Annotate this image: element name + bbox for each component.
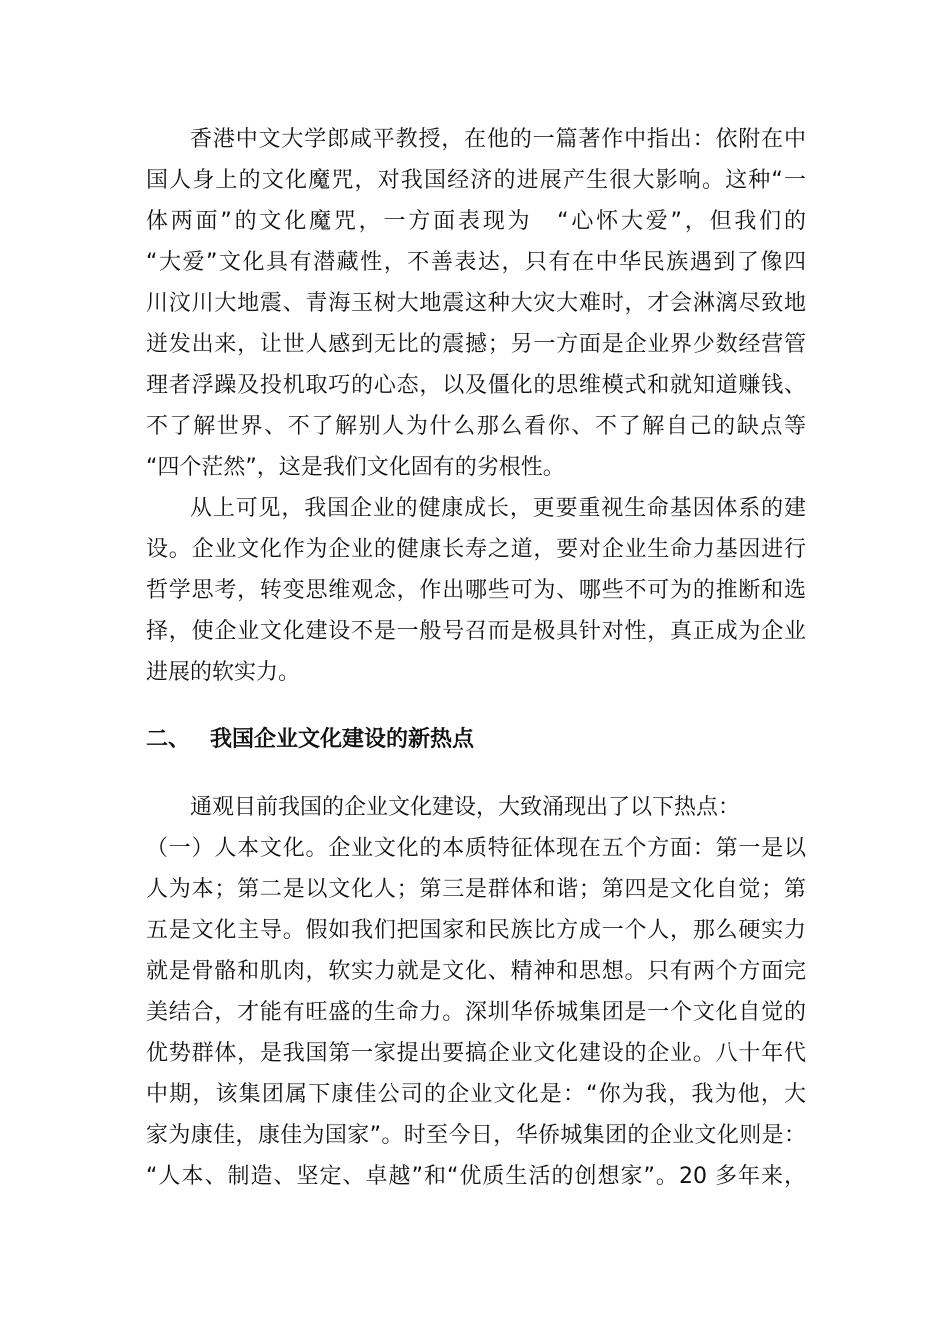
- paragraph-1-line-1: 香港中文大学郎咸平教授，在他的一篇著作中指出：依附在中: [190, 127, 806, 152]
- section-title: 我国企业文化建设的新热点: [210, 727, 475, 752]
- intro-line: 通观目前我国的企业文化建设，大致涌现出了以下热点：: [190, 795, 741, 820]
- paragraph-1-line-3: 体两面”的文化魔咒，一方面表现为 “心怀大爱”，但我们的: [146, 209, 806, 234]
- paragraph-3-line-2: 人为本；第二是以文化人；第三是群体和谐；第四是文化自觉；第: [146, 877, 806, 902]
- paragraph-1-line-7: 理者浮躁及投机取巧的心态，以及僵化的思维模式和就知道赚钱、: [146, 373, 806, 398]
- paragraph-1-line-8: 不了解世界、不了解别人为什么那么看你、不了解自己的缺点等: [146, 414, 806, 439]
- paragraph-2-line-1: 从上可见，我国企业的健康成长，更要重视生命基因体系的建: [190, 496, 806, 521]
- paragraph-2-line-4: 择，使企业文化建设不是一般号召而是极具针对性，真正成为企业: [146, 619, 806, 644]
- section-heading: [146, 725, 474, 755]
- paragraph-3-line-1: （一）人本文化。企业文化的本质特征体现在五个方面：第一是以: [146, 836, 806, 861]
- paragraph-2-line-3: 哲学思考，转变思维观念，作出哪些可为、哪些不可为的推断和选: [146, 578, 806, 603]
- paragraph-2-line-2: 设。企业文化作为企业的健康长寿之道，要对企业生命力基因进行: [146, 537, 806, 562]
- paragraph-3-line-5: 美结合，才能有旺盛的生命力。深圳华侨城集团是一个文化自觉的: [146, 1000, 806, 1025]
- paragraph-1-line-5: 川汶川大地震、青海玉树大地震这种大灾大难时，才会淋漓尽致地: [146, 291, 806, 316]
- paragraph-2-line-5: 进展的软实力。: [146, 660, 301, 685]
- section-number: 二、: [146, 727, 191, 752]
- paragraph-1-line-6: 迸发出来，让世人感到无比的震撼；另一方面是企业界少数经营管: [146, 332, 806, 357]
- paragraph-1-line-9: “四个茫然”，这是我们文化固有的劣根性。: [146, 455, 565, 480]
- paragraph-1-line-4: “大爱”文化具有潜藏性，不善表达，只有在中华民族遇到了像四: [146, 250, 806, 275]
- paragraph-3-line-8: 家为康佳，康佳为国家”。时至今日，华侨城集团的企业文化则是：: [146, 1123, 806, 1148]
- paragraph-3-line-4: 就是骨骼和肌肉，软实力就是文化、精神和思想。只有两个方面完: [146, 959, 806, 984]
- paragraph-3-line-9: “人本、制造、坚定、卓越”和“优质生活的创想家”。20 多年来，: [146, 1164, 806, 1189]
- paragraph-1-line-2: 国人身上的文化魔咒，对我国经济的进展产生很大影响。这种“一: [146, 168, 806, 193]
- paragraph-3-line-7: 中期，该集团属下康佳公司的企业文化是：“你为我，我为他，大: [146, 1082, 806, 1107]
- paragraph-3-line-3: 五是文化主导。假如我们把国家和民族比方成一个人，那么硬实力: [146, 918, 806, 943]
- paragraph-3-line-6: 优势群体，是我国第一家提出要搞企业文化建设的企业。八十年代: [146, 1041, 806, 1066]
